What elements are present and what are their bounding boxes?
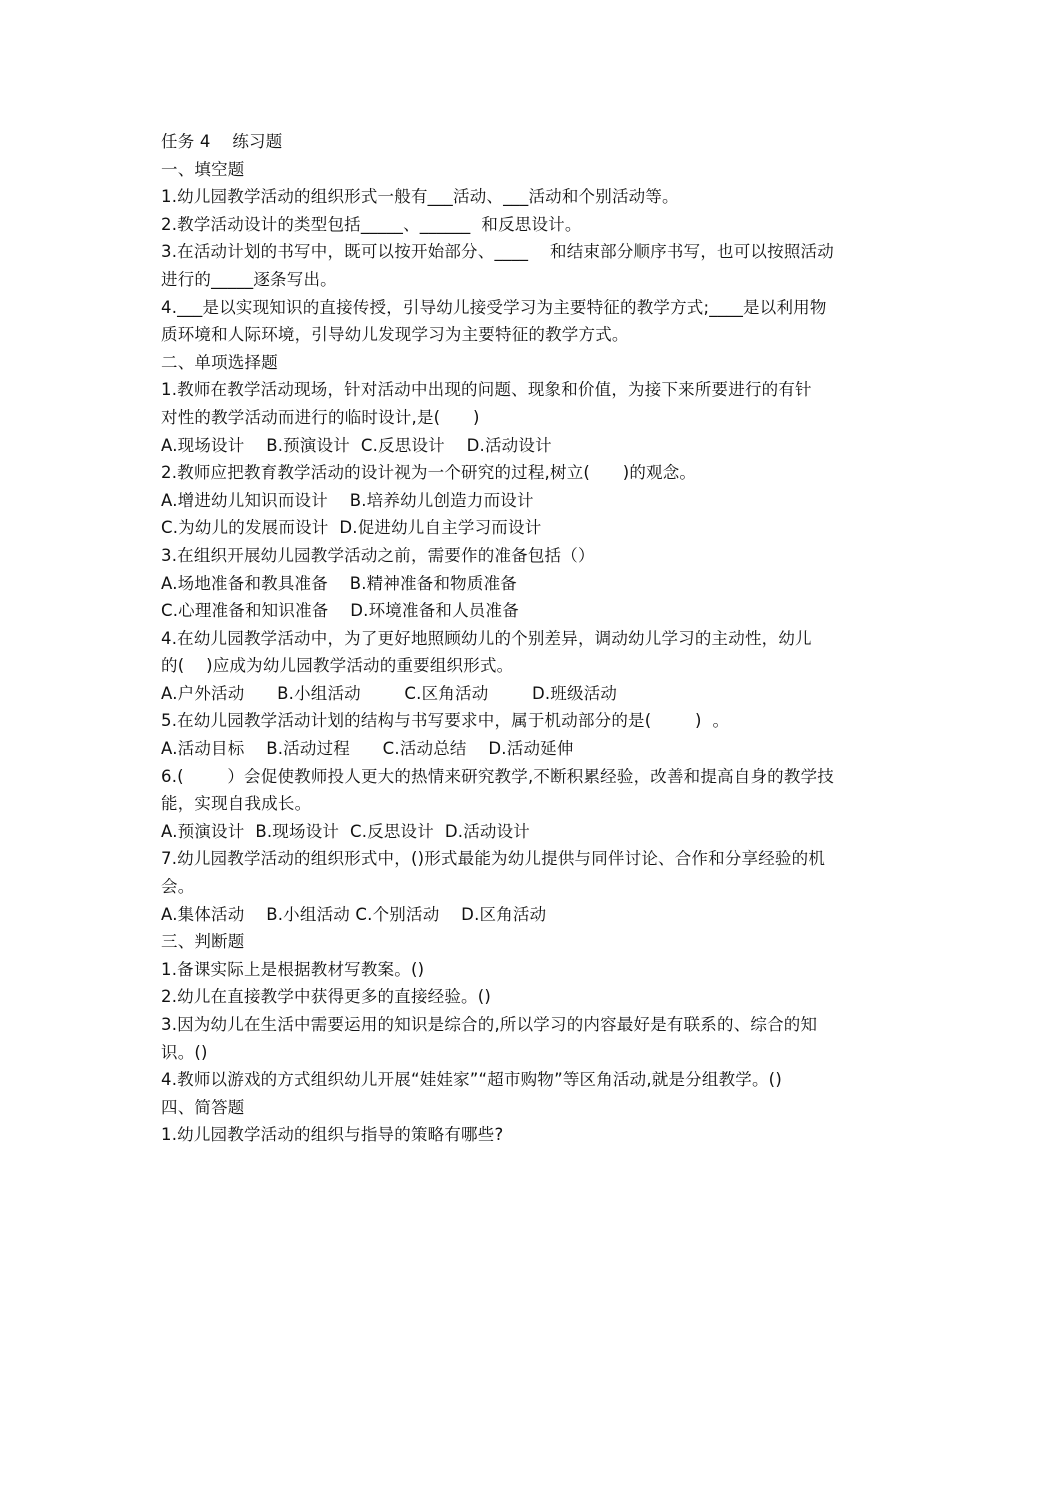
short-answer-question-1: 1.幼儿园教学活动的组织与指导的策略有哪些? bbox=[161, 1125, 504, 1145]
section-heading-fill-blank: 一、填空题 bbox=[161, 159, 245, 179]
choice-question-3-options-line-2: C.心理准备和知识准备 D.环境准备和人员准备 bbox=[161, 601, 519, 621]
true-false-question-4: 4.教师以游戏的方式组织幼儿开展“娃娃家”“超市购物”等区角活动,就是分组教学。() bbox=[161, 1070, 782, 1090]
choice-question-4-line-2: 的( )应成为幼儿园教学活动的重要组织形式。 bbox=[161, 656, 514, 676]
choice-question-4-options: A.户外活动 B.小组活动 C.区角活动 D.班级活动 bbox=[161, 683, 618, 703]
document-title: 任务 4 练习题 bbox=[161, 132, 283, 151]
choice-question-6-options: A.预演设计 B.现场设计 C.反思设计 D.活动设计 bbox=[161, 821, 530, 841]
choice-question-4-line-1: 4.在幼儿园教学活动中，为了更好地照顾幼儿的个别差异，调动幼儿学习的主动性，幼儿 bbox=[161, 628, 812, 648]
choice-question-5-options: A.活动目标 B.活动过程 C.活动总结 D.活动延伸 bbox=[161, 739, 574, 759]
choice-question-1-line-1: 1.教师在教学活动现场，针对活动中出现的问题、现象和价值，为接下来所要进行的有针 bbox=[161, 380, 812, 400]
section-heading-short-answer: 四、简答题 bbox=[161, 1097, 245, 1117]
fill-blank-question-4-line-1: 4.___是以实现知识的直接传授，引导幼儿接受学习为主要特征的教学方式;____是以利用物 bbox=[161, 297, 827, 317]
true-false-question-3-line-2: 识。() bbox=[161, 1042, 208, 1062]
choice-question-5: 5.在幼儿园教学活动计划的结构与书写要求中，属于机动部分的是( ) 。 bbox=[161, 711, 730, 731]
choice-question-7-line-1: 7.幼儿园教学活动的组织形式中，()形式最能为幼儿提供与同伴讨论、合作和分享经验的机 bbox=[161, 849, 826, 869]
true-false-question-3-line-1: 3.因为幼儿在生活中需要运用的知识是综合的,所以学习的内容最好是有联系的、综合的知 bbox=[161, 1015, 818, 1034]
section-heading-true-false: 三、判断题 bbox=[161, 932, 245, 952]
fill-blank-question-4-line-2: 质环境和人际环境，引导幼儿发现学习为主要特征的教学方式。 bbox=[161, 325, 629, 345]
fill-blank-question-1: 1.幼儿园教学活动的组织形式一般有___活动、___活动和个别活动等。 bbox=[161, 187, 679, 207]
fill-blank-question-3-line-2: 进行的_____逐条写出。 bbox=[161, 269, 337, 289]
choice-question-2-options-line-1: A.增进幼儿知识而设计 B.培养幼儿创造力而设计 bbox=[161, 490, 534, 510]
choice-question-6-line-1: 6.( ）会促使教师投人更大的热情来研究教学,不断积累经验，改善和提高自身的教学技 bbox=[161, 766, 834, 786]
choice-question-1-options: A.现场设计 B.预演设计 C.反思设计 D.活动设计 bbox=[161, 435, 552, 455]
true-false-question-1: 1.备课实际上是根据教材写教案。() bbox=[161, 959, 425, 979]
true-false-question-2: 2.幼儿在直接教学中获得更多的直接经验。() bbox=[161, 987, 492, 1007]
choice-question-7-options: A.集体活动 B.小组活动 C.个别活动 D.区角活动 bbox=[161, 904, 547, 924]
section-heading-single-choice: 二、单项选择题 bbox=[161, 352, 278, 372]
choice-question-2: 2.教师应把教育教学活动的设计视为一个研究的过程,树立( )的观念。 bbox=[161, 463, 697, 483]
choice-question-1-line-2: 对性的教学活动而进行的临时设计,是( ) bbox=[161, 407, 480, 427]
choice-question-6-line-2: 能，实现自我成长。 bbox=[161, 794, 312, 814]
fill-blank-question-3-line-1: 3.在活动计划的书写中，既可以按开始部分、____ 和结束部分顺序书写，也可以按照活动 bbox=[161, 242, 834, 262]
choice-question-2-options-line-2: C.为幼儿的发展而设计 D.促进幼儿自主学习而设计 bbox=[161, 518, 542, 538]
choice-question-3: 3.在组织开展幼儿园教学活动之前，需要作的准备包括（） bbox=[161, 545, 595, 565]
choice-question-7-line-2: 会。 bbox=[161, 877, 195, 897]
document-content bbox=[161, 128, 906, 1149]
choice-question-3-options-line-1: A.场地准备和教具准备 B.精神准备和物质准备 bbox=[161, 573, 517, 593]
fill-blank-question-2: 2.教学活动设计的类型包括_____、______ 和反思设计。 bbox=[161, 214, 582, 234]
